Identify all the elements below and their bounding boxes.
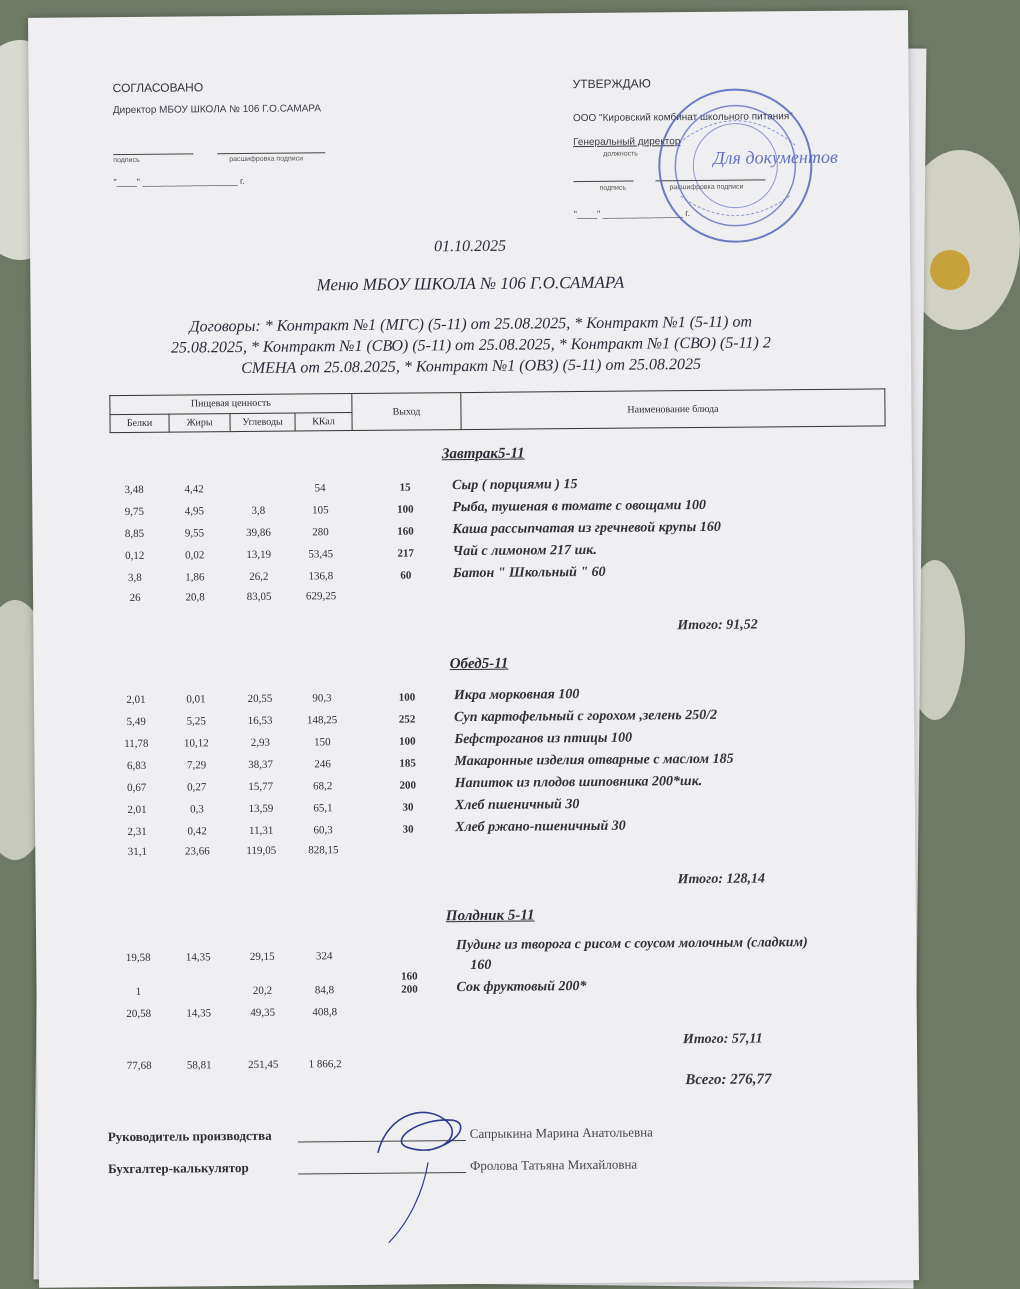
fats-total: 14,35	[186, 1007, 212, 1020]
dish-name: Хлеб пшеничный 30	[454, 797, 580, 814]
kcal-value: 280	[312, 526, 329, 539]
output-value: 60	[400, 569, 412, 582]
carbs-total: 49,35	[250, 1006, 276, 1019]
dish-name: Суп картофельный с горохом ,зелень 250/2	[454, 707, 718, 726]
dish-name: Пудинг из творога с рисом с соусом молочным (сладким)	[456, 935, 808, 954]
proteins-value: 2,01	[127, 803, 147, 817]
fats-value	[168, 985, 228, 986]
kcal-value: 246	[314, 758, 331, 771]
kcal-total: 408,8	[312, 1006, 338, 1019]
output-value: 185	[399, 757, 416, 770]
position-label: должность	[603, 150, 638, 158]
proteins-value: 3,48	[124, 483, 144, 497]
approval-title-right: УТВЕРЖДАЮ	[572, 76, 651, 92]
carbs-value: 13,19	[246, 548, 272, 561]
dish-name: Батон " Школьный " 60	[452, 564, 606, 582]
carbs-grand-total: 251,45	[247, 1058, 279, 1071]
dish-name-cont: 160	[470, 957, 492, 974]
carbs-value: 15,77	[248, 780, 274, 793]
carbs-value: 20,2	[252, 984, 273, 997]
decode-label-right: расшифровка подписи	[669, 183, 744, 192]
carbs-value: 20,55	[247, 692, 273, 705]
kcal-header: ККал	[295, 412, 352, 431]
kcal-value: 53,45	[308, 548, 334, 561]
dish-name: Сыр ( порциями ) 15	[452, 477, 578, 494]
proteins-header: Белки	[110, 414, 169, 433]
sign-label-right: подпись	[599, 184, 627, 192]
date-line-right: "____" ________________ г.	[573, 208, 690, 220]
proteins-value: 2,31	[127, 825, 147, 839]
proteins-value: 0,67	[127, 781, 147, 795]
dish-name: Сок фруктовый 200*	[456, 979, 587, 996]
carbs-value: 16,53	[247, 714, 273, 727]
fats-value: 0,02	[185, 549, 205, 562]
fats-total: 20,8	[185, 591, 205, 604]
fats-value: 10,12	[183, 737, 209, 750]
stamp-seal-icon	[655, 85, 838, 246]
output-value: 100	[399, 735, 416, 748]
output-value: 160	[401, 970, 418, 983]
proteins-value: 9,75	[124, 505, 145, 519]
nutrition-header: Пищевая ценность	[110, 394, 352, 415]
approval-position: Генеральный директор	[573, 136, 681, 149]
output-value: 30	[402, 823, 414, 836]
carbs-header: Углеводы	[230, 413, 295, 432]
proteins-value: 19,58	[125, 951, 151, 965]
kcal-total: 828,15	[308, 844, 339, 857]
sign-line	[113, 153, 193, 155]
approval-org: ООО "Кировский комбинат школьного питания"	[572, 111, 793, 125]
dish-name: Чай с лимоном 217 шк.	[452, 542, 597, 560]
fats-value: 9,55	[184, 527, 205, 540]
output-value: 160	[397, 525, 414, 538]
proteins-value: 3,8	[127, 571, 142, 584]
carbs-value	[228, 483, 288, 484]
kcal-value: 68,2	[313, 780, 333, 793]
carbs-value: 13,59	[248, 802, 274, 815]
contracts-line: 25.08.2025, * Контракт №1 (СВО) (5-11) от 25.08.2025, * Контракт №1 (СВО) (5-11) 2	[170, 334, 771, 357]
output-value: 200	[399, 779, 417, 792]
decode-label: расшифровка подписи	[229, 155, 304, 164]
kcal-value: 54	[314, 482, 326, 495]
output-value: 100	[398, 691, 416, 704]
output-value: 200	[401, 983, 418, 996]
kcal-total: 629,25	[305, 590, 337, 603]
proteins-value: 11,78	[124, 737, 149, 751]
fats-value: 0,3	[190, 803, 204, 816]
section-snack-title: Полдник 5-11	[445, 907, 535, 925]
dish-name: Бефстроганов из птицы 100	[454, 730, 633, 748]
kcal-value: 105	[312, 504, 329, 517]
dish-name: Икра морковная 100	[453, 687, 580, 704]
dish-name: Хлеб ржано-пшеничный 30	[455, 818, 626, 836]
kcal-value: 90,3	[312, 692, 332, 705]
carbs-value: 38,37	[248, 758, 273, 771]
fats-total: 23,66	[184, 845, 210, 858]
menu-date: 01.10.2025	[433, 237, 507, 256]
proteins-total: 31,1	[127, 845, 147, 859]
stamp-text: Для документов	[713, 146, 838, 168]
proteins-total: 20,58	[126, 1007, 152, 1021]
fats-value: 0,42	[187, 825, 207, 838]
dish-name: Напиток из плодов шиповника 200*шк.	[454, 773, 703, 792]
kcal-value: 324	[315, 950, 333, 963]
fats-value: 7,29	[186, 759, 207, 772]
approval-director: Директор МБОУ ШКОЛА № 106 Г.О.САМАРА	[112, 103, 322, 117]
output-value: 15	[399, 481, 411, 494]
carbs-value: 39,86	[246, 526, 271, 539]
manager-label: Руководитель производства	[107, 1127, 272, 1145]
output-value: 30	[402, 801, 414, 814]
menu-table-header	[109, 388, 885, 433]
proteins-grand-total: 77,68	[126, 1059, 152, 1073]
contracts-line: Договоры: * Контракт №1 (МГС) (5-11) от 25.08.2025, * Контракт №1 (5-11) от	[189, 313, 753, 336]
carbs-total: 119,05	[246, 844, 277, 857]
carbs-value: 11,31	[248, 824, 274, 837]
kcal-value: 65,1	[313, 802, 333, 815]
breakfast-itogo: Итого: 91,52	[677, 617, 758, 634]
fats-value: 14,35	[185, 951, 211, 964]
fats-value: 5,25	[186, 715, 206, 728]
fats-value: 4,95	[184, 505, 205, 518]
dish-name-header: Наименование блюда	[461, 389, 885, 430]
section-lunch-title: Обед5-11	[449, 655, 509, 673]
lunch-itogo: Итого: 128,14	[677, 871, 766, 888]
proteins-value: 6,83	[126, 759, 147, 773]
kcal-value: 60,3	[313, 824, 333, 837]
carbs-value: 3,8	[251, 504, 266, 517]
kcal-value: 148,25	[306, 714, 338, 727]
kcal-value: 150	[314, 736, 331, 749]
sign-label: подпись	[113, 156, 140, 165]
carbs-value: 2,93	[250, 736, 271, 749]
fats-value: 0,27	[187, 781, 207, 794]
grand-total-row	[37, 1050, 917, 1080]
kcal-value: 136,8	[308, 570, 334, 583]
proteins-total: 26	[129, 591, 141, 604]
approval-title-left: СОГЛАСОВАНО	[112, 80, 204, 96]
accountant-label: Бухгалтер-калькулятор	[107, 1159, 249, 1177]
proteins-value: 2,01	[126, 693, 146, 707]
fats-grand-total: 58,81	[186, 1059, 212, 1072]
sign-decode-line	[217, 152, 325, 154]
output-value: 217	[397, 547, 415, 560]
fats-value: 1,86	[185, 571, 205, 584]
fats-value: 0,01	[186, 693, 206, 706]
dish-name: Макаронные изделия отварные с маслом 185	[454, 751, 734, 770]
document-page	[28, 10, 919, 1288]
proteins-value: 1	[135, 985, 142, 998]
fats-value: 4,42	[184, 483, 204, 496]
section-breakfast-title: Завтрак5-11	[441, 445, 525, 463]
kcal-value: 84,8	[314, 984, 335, 997]
carbs-value: 29,15	[249, 950, 275, 963]
proteins-value: 0,12	[125, 549, 145, 563]
menu-title: Меню МБОУ ШКОЛА № 106 Г.О.САМАРА	[316, 272, 625, 295]
signature-icon	[367, 1092, 478, 1253]
proteins-value: 5,49	[126, 715, 146, 729]
background-flower-center	[930, 250, 970, 290]
dish-name: Рыба, тушеная в томате с овощами 100	[452, 497, 707, 516]
carbs-value: 26,2	[249, 570, 269, 583]
sign-line-right	[573, 181, 633, 183]
vsego-total: Всего: 276,77	[685, 1071, 772, 1089]
carbs-total: 83,05	[246, 590, 272, 603]
contracts-block	[31, 310, 912, 381]
kcal-grand-total: 1 866,2	[308, 1058, 342, 1071]
contracts-line: СМЕНА от 25.08.2025, * Контракт №1 (ОВЗ) (5-11) от 25.08.2025	[241, 355, 702, 377]
accountant-name: Фролова Татьяна Михайловна	[469, 1156, 638, 1174]
date-line-left: "____" ___________________ г.	[113, 175, 245, 188]
snack-itogo: Итого: 57,11	[682, 1031, 763, 1048]
manager-name: Сапрыкина Марина Анатольевна	[469, 1124, 653, 1142]
fats-header: Жиры	[169, 413, 230, 432]
output-value: 100	[397, 503, 414, 516]
output-value: 252	[398, 713, 416, 726]
output-header: Выход	[352, 393, 461, 431]
proteins-value: 8,85	[124, 527, 145, 541]
dish-name: Каша рассыпчатая из гречневой крупы 160	[452, 519, 721, 538]
